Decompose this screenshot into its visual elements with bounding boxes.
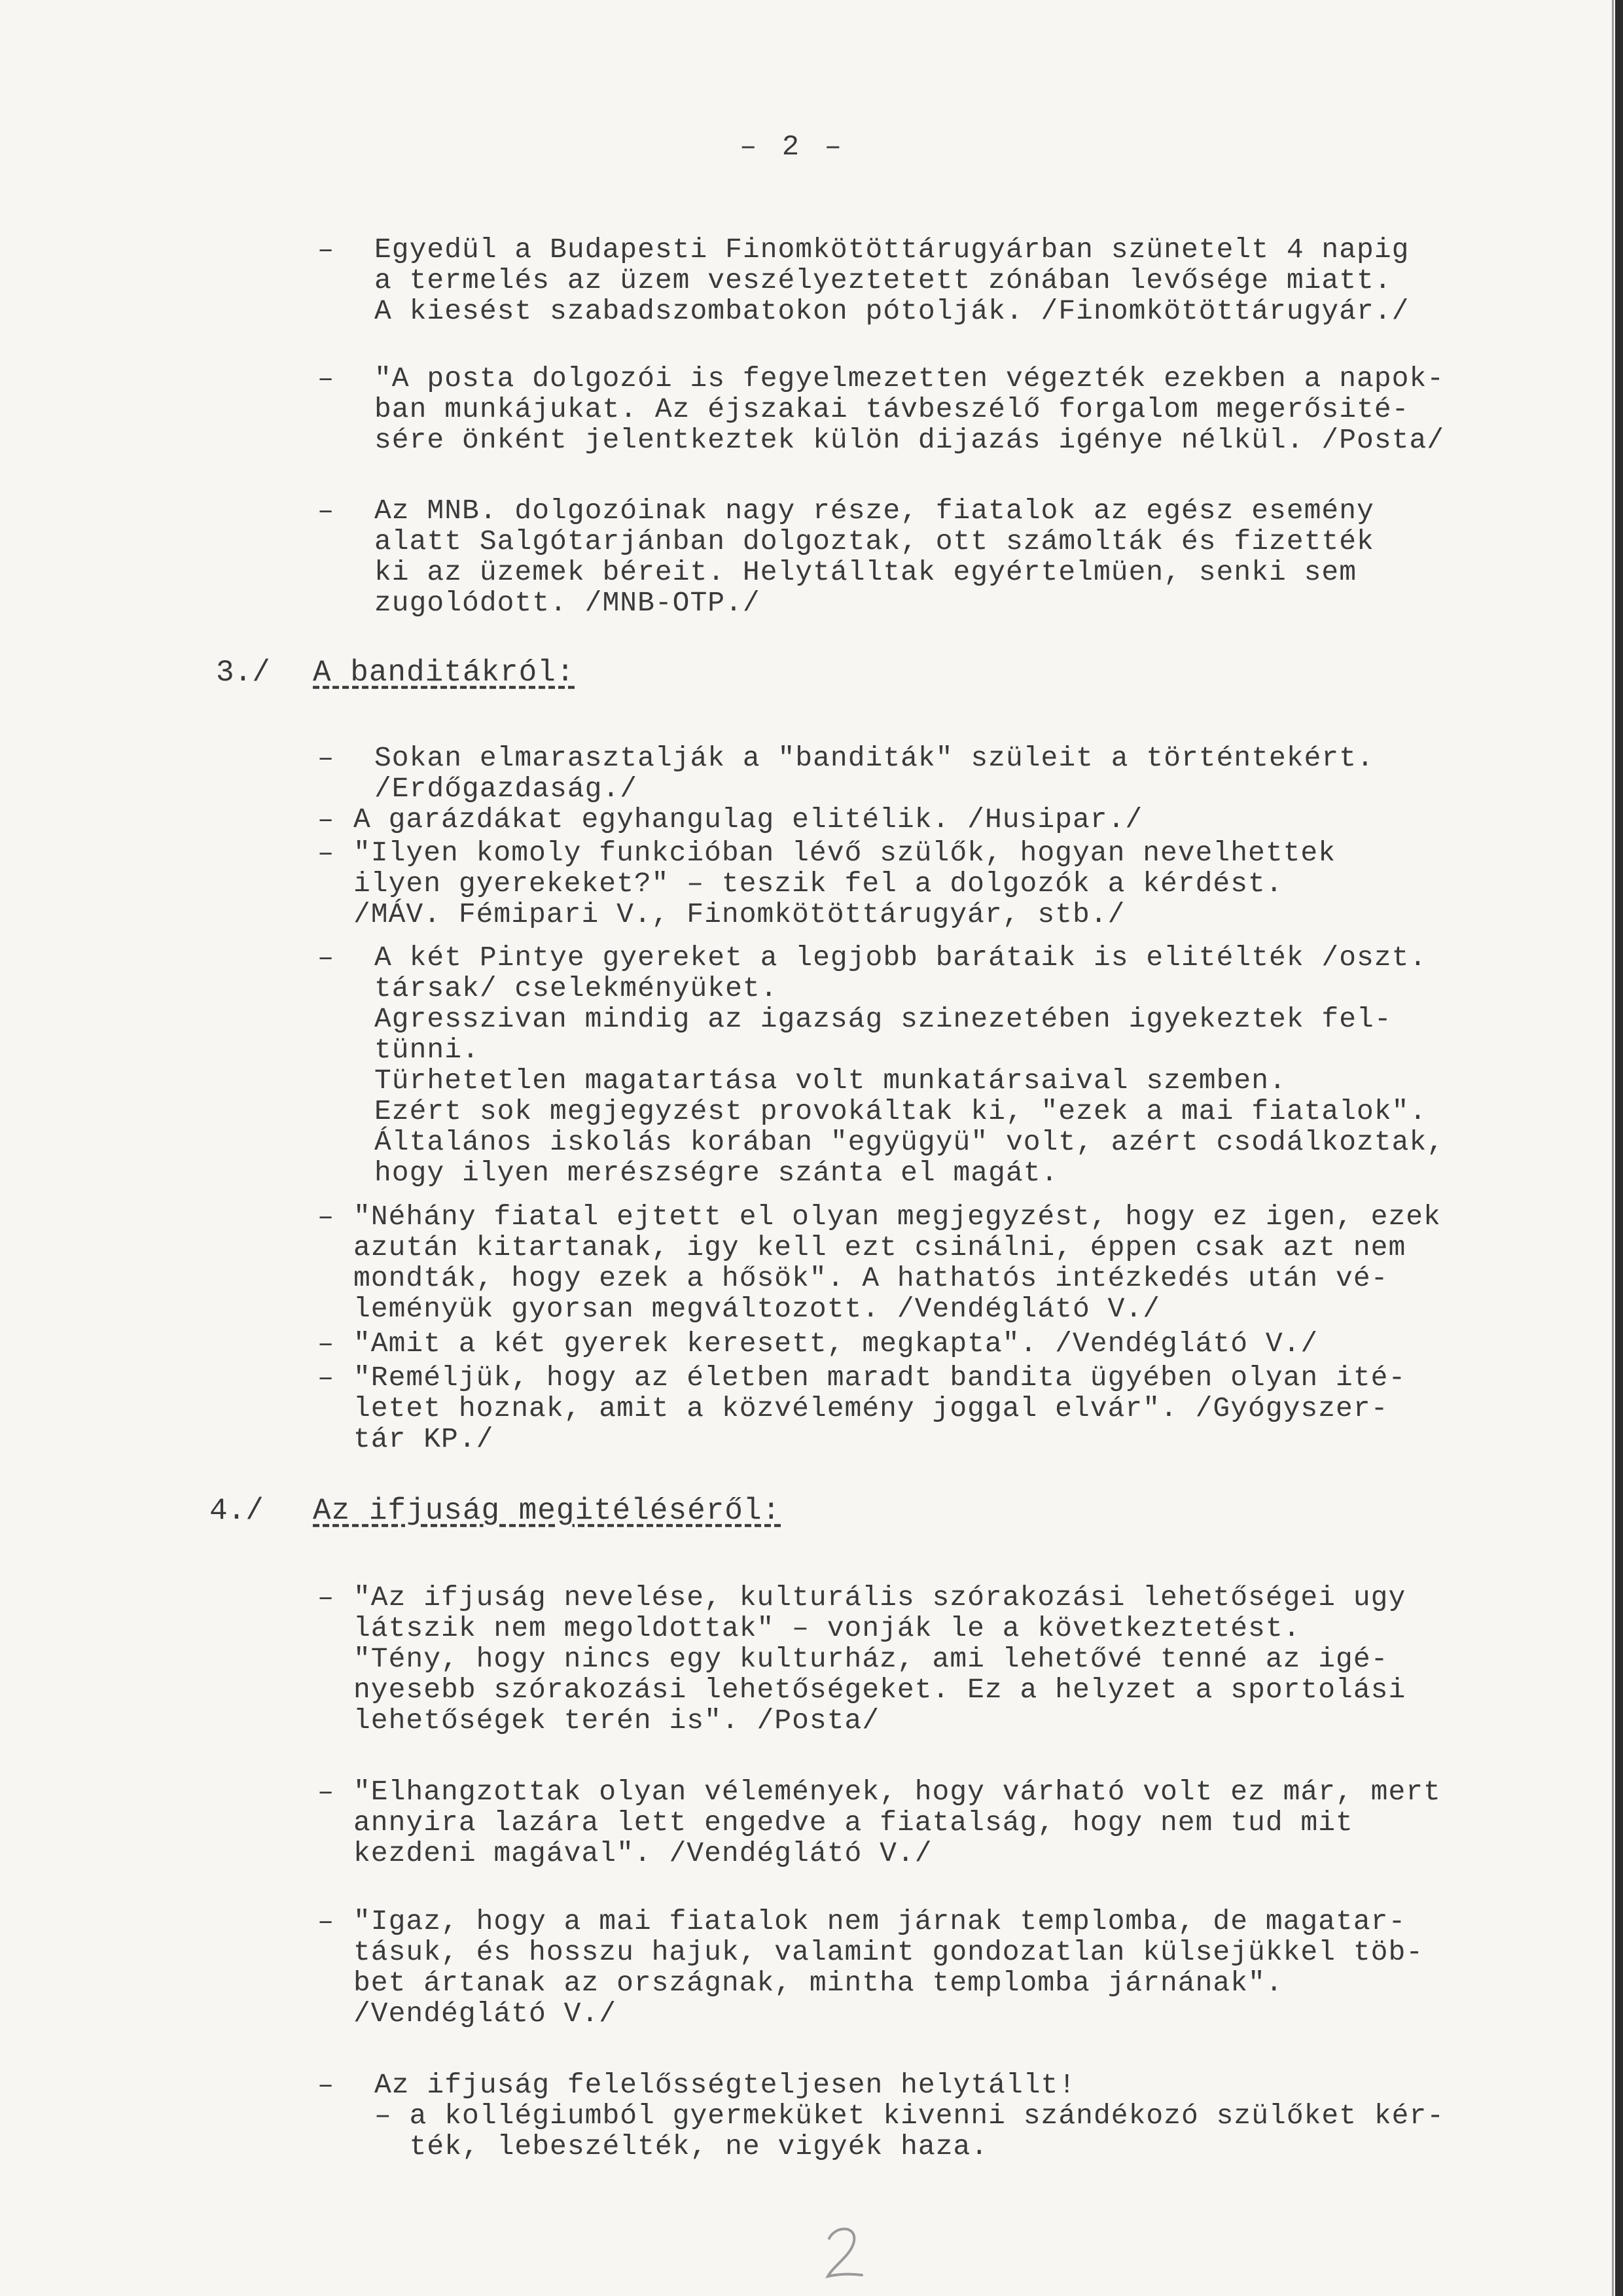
bullet-dash: –	[317, 495, 334, 527]
bullet-dash: –	[317, 1328, 334, 1360]
bullet-dash: –	[317, 804, 334, 836]
paragraph: "Néhány fiatal ejtett el olyan megjegyzést, hogy ez igen, ezek azután kitartanak, igy kell ezt csinálni, éppen csak azt nem mondták, hogy ezek a hősök". A hathatós intézkedés után vé- leményük gyorsan megváltozott. /Vendéglátó V./	[353, 1201, 1441, 1325]
paragraph: "Ilyen komoly funkcióban lévő szülők, hogyan nevelhettek ilyen gyerekeket?" – teszik fel a dolgozók a kérdést. /MÁV. Fémipari V., Finomkötöttárugyár, stb./	[353, 837, 1336, 930]
bullet-dash: –	[317, 1362, 334, 1394]
bullet-dash: –	[317, 363, 334, 395]
section-title: Az ifjuság megitéléséről:	[313, 1494, 781, 1528]
paragraph: "Igaz, hogy a mai fiatalok nem járnak templomba, de magatar- tásuk, és hosszu hajuk, valamint gondozatlan külsejükkel töb- bet ártanak az országnak, mintha templomba járnának". /Vendéglátó V./	[353, 1905, 1424, 2030]
paragraph: "Reméljük, hogy az életben maradt bandita ügyében olyan ité- letet hoznak, amit a közvélemény joggal elvár". /Gyógyszer- tár KP./	[353, 1362, 1406, 1455]
bullet-dash: –	[317, 1776, 334, 1808]
page-number: – 2 –	[740, 131, 846, 164]
section-title: A banditákról:	[313, 656, 575, 690]
paragraph: A garázdákat egyhangulag elitélik. /Husipar./	[353, 804, 1143, 836]
paragraph: Az MNB. dolgozóinak nagy része, fiatalok az egész esemény alatt Salgótarjánban dolgoztak, ott számolták és fizették ki az üzemek béreit. Helytálltak egyértelmüen, senki sem zugolódott. /MNB-OTP./	[374, 495, 1374, 619]
bullet-dash: –	[317, 1582, 334, 1614]
paragraph: "Elhangzottak olyan vélemények, hogy várható volt ez már, mert annyira lazára lett engedve a fiatalság, hogy nem tud mit kezdeni magával". /Vendéglátó V./	[353, 1776, 1441, 1869]
scan-edge	[1615, 0, 1623, 2296]
paragraph: Az ifjuság felelősségteljesen helytállt! – a kollégiumból gyermeküket kivenni szándékozó szülőket kér- ték, lebeszélték, ne vigyék haza.	[374, 2069, 1445, 2163]
paragraph: "Az ifjuság nevelése, kulturális szórakozási lehetőségei ugy látszik nem megoldottak" – vonják le a következtetést. "Tény, hogy nincs egy kulturház, ami lehetővé tenné az igé- nyesebb szórakozási lehetőségeket. Ez a helyzet a sportolási lehetőségek terén is". /Posta/	[353, 1581, 1406, 1737]
paragraph: Egyedül a Budapesti Finomkötöttárugyárban szünetelt 4 napig a termelés az üzem veszélyeztetett zónában levősége miatt. A kiesést szabadszombatokon pótolják. /Finomkötöttárugyár./	[374, 234, 1410, 327]
paragraph: "A posta dolgozói is fegyelmezetten végezték ezekben a napok- ban munkájukat. Az éjszakai távbeszélő forgalom megerősité- sére önként jelentkeztek külön dijazás igénye nélkül. /Posta/	[374, 362, 1445, 456]
section-number: 3./	[216, 656, 270, 690]
scan-edge-line	[1612, 0, 1614, 2296]
bullet-dash: –	[317, 1906, 334, 1937]
bullet-dash: –	[317, 2070, 334, 2101]
paragraph: A két Pintye gyereket a legjobb barátaik is elitélték /oszt. társak/ cselekményüket. Agresszivan mindig az igazság szinezetében igyekeztek fel- tünni. Türhetetlen magatartása volt munkatársaival szemben. Ezért sok megjegyzést provokáltak ki, "ezek a mai fiatalok". Általános iskolás korában "együgyü" volt, azért csodálkoztak, hogy ilyen merészségre szánta el magát.	[374, 942, 1445, 1189]
section-number: 4./	[209, 1494, 264, 1528]
bullet-dash: –	[317, 942, 334, 974]
bullet-dash: –	[317, 234, 334, 266]
bullet-dash: –	[317, 838, 334, 869]
bullet-dash: –	[317, 1201, 334, 1233]
paragraph: "Amit a két gyerek keresett, megkapta". /Vendéglátó V./	[353, 1328, 1319, 1360]
handwritten-page-mark	[821, 2221, 867, 2280]
bullet-dash: –	[317, 743, 334, 774]
paragraph: Sokan elmarasztalják a "banditák" szüleit a történtekért. /Erdőgazdaság./	[374, 742, 1374, 805]
